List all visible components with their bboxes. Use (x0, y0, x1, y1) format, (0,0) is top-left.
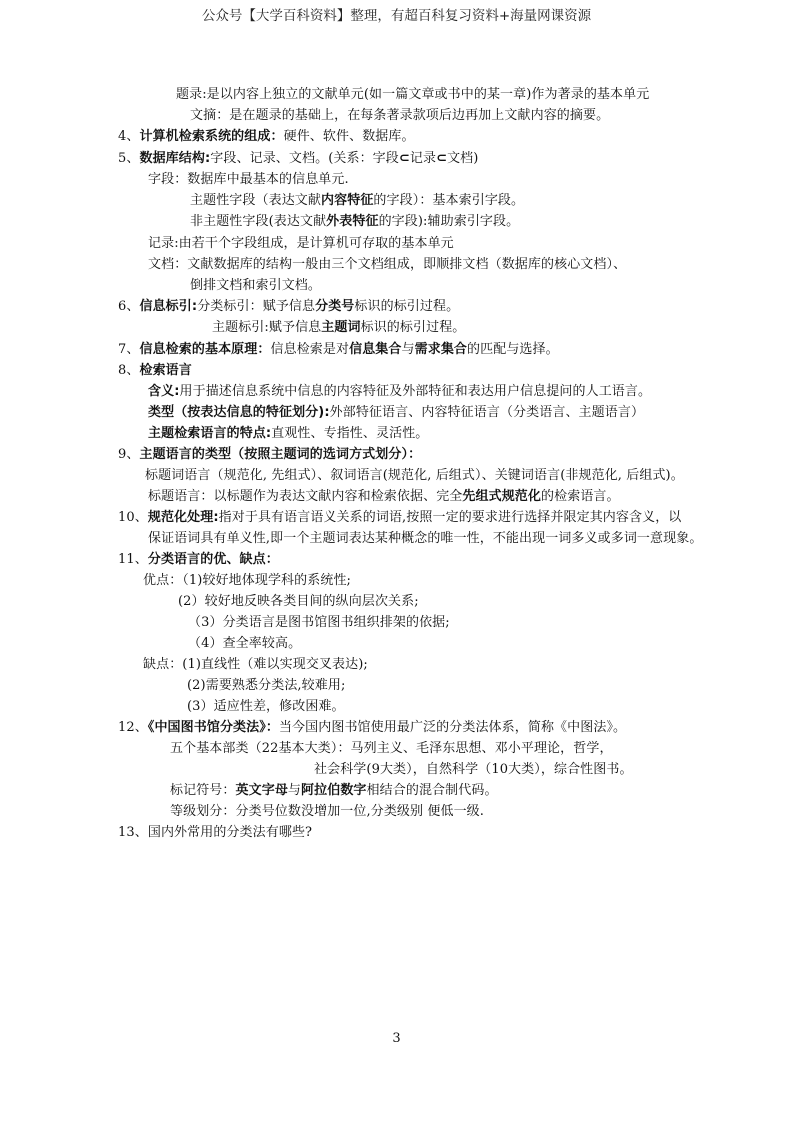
bold-text: 主题语言的类型（按照主题词的选词方式划分）： (139, 447, 422, 462)
text-span: 倒排文档和索引文档。 (190, 278, 322, 293)
bold-text: 主题检索语言的特点: (148, 426, 272, 441)
bold-text: ⊂ (436, 151, 448, 166)
text-line (118, 552, 279, 568)
text-line (118, 129, 415, 145)
text-span: 信息检索是对 (270, 342, 350, 357)
text-line (148, 426, 428, 442)
bold-text: 规范化处理: (147, 510, 219, 525)
bold-text: 数据库结构: (139, 151, 211, 166)
text-span: 标识的标引过程。 (360, 320, 466, 335)
text-span: 标题词语言（规范化, 先组式）、叙词语言(规范化, 后组式）、关键词语言(非规范化, 后组式)。 (145, 468, 684, 483)
text-line (190, 214, 519, 230)
text-span: 等级划分：分类号位数没增加一位,分类级别 便低一级. (170, 804, 484, 819)
text-span: 当今国内图书馆使用最广泛的分类法体系，简称《中图法》。 (278, 720, 627, 735)
text-span: （4）查全率较高。 (188, 636, 302, 651)
text-line (188, 615, 450, 631)
text-span: 10、 (118, 510, 148, 525)
text-span: 文摘：是在题录的基础上，在每条著录款项后边再加上文献内容的摘要。 (190, 108, 610, 123)
bold-text: 英文字母 (235, 783, 288, 798)
text-line (118, 151, 478, 167)
text-span: 的检索语言。 (541, 489, 620, 504)
text-span: 记录:由若干个字段组成，是计算机可存取的基本单元 (148, 236, 454, 251)
text-line (176, 87, 649, 103)
text-span: 标识的标引过程。 (354, 299, 460, 314)
text-span: 字段、记录、文档。(关系：字段 (210, 151, 399, 166)
bold-text: 信息集合 (349, 342, 402, 357)
text-span: 文档：文献数据库的结构一般由三个文档组成，即顺排文档（数据库的核心文档）、 (148, 257, 627, 272)
text-line (190, 108, 609, 124)
text-span: 9、 (118, 447, 140, 462)
text-span: 5、 (118, 151, 140, 166)
bold-text: 主题词 (321, 320, 361, 335)
text-span: 分类标引：赋予信息 (197, 299, 316, 314)
text-span: 7、 (118, 342, 140, 357)
text-span: (3）适应性差，修改困难。 (187, 699, 345, 714)
bold-text: 阿拉伯数字 (301, 783, 367, 798)
text-line (118, 510, 681, 526)
text-line (170, 804, 484, 820)
text-span: 主题性字段（表达文献 (190, 193, 322, 208)
text-span: 标记符号： (170, 783, 236, 798)
bold-text: 分类语言的优、缺点： (147, 552, 279, 567)
page-number: 3 (392, 1031, 401, 1046)
text-span: 13、国内外常用的分类法有哪些? (118, 825, 313, 840)
text-span: 保证语词具有单义性,即一个主题词表达某种概念的唯一性，不能出现一词多义或多词一意现象。 (148, 531, 703, 546)
bold-text: 信息检索的基本原理： (139, 342, 271, 357)
text-span: 用于描述信息系统中信息的内容特征及外部特征和表达用户信息提问的人工语言。 (179, 384, 652, 399)
text-span: 记录 (409, 151, 437, 166)
text-line (148, 384, 651, 400)
bold-text: 《中国图书馆分类法》： (147, 720, 279, 735)
text-span: 的字段):辅助索引字段。 (378, 214, 520, 229)
text-span: 缺点：(1)直线性（难以实现交叉表达); (143, 657, 368, 672)
text-line (212, 320, 465, 336)
text-line (190, 193, 524, 209)
text-line (145, 468, 684, 484)
text-span: 12、 (118, 720, 148, 735)
bold-text: 类型（按表达信息的特征划分): (148, 405, 330, 420)
text-span: 优点：（1)较好地体现学科的系统性; (143, 573, 352, 588)
text-span: 4、 (118, 129, 140, 144)
text-span: (2）较好地反映各类目间的纵向层次关系; (178, 594, 419, 609)
text-span: 指对于具有语言语义关系的词语,按照一定的要求进行选择并限定其内容含义，以 (218, 510, 682, 525)
bold-text: 检索语言 (139, 363, 192, 378)
text-line (314, 762, 633, 778)
bold-text: 先组式规范化 (462, 489, 542, 504)
text-line (143, 657, 368, 673)
bold-text: 计算机检索系统的组成： (139, 129, 284, 144)
text-line (178, 594, 419, 610)
text-line (148, 489, 620, 505)
text-span: 题录:是以内容上独立的文献单元(如一篇文章或书中的某一章)作为著录的基本单元 (176, 87, 650, 102)
text-span: 外部特征语言、内容特征语言（分类语言、主题语言） (329, 405, 645, 420)
text-span: (2)需要熟悉分类法,较难用; (187, 678, 346, 693)
text-line (170, 783, 498, 799)
text-line (148, 531, 702, 547)
text-span: 直观性、专指性、灵活性。 (271, 426, 429, 441)
text-line (118, 342, 559, 358)
text-span: 11、 (118, 552, 148, 567)
text-line (148, 257, 626, 273)
text-line (148, 405, 644, 421)
page-header: 公众号【大学百科资料】整理，有超百科复习资料+海量网课资源 (201, 8, 592, 24)
text-line (118, 299, 459, 315)
text-span: 的字段）：基本索引字段。 (373, 193, 525, 208)
text-span: 字段：数据库中最基本的信息单元. (148, 172, 349, 187)
bold-text: 分类号 (315, 299, 355, 314)
text-line (187, 678, 345, 694)
text-span: 的匹配与选择。 (467, 342, 559, 357)
text-span: 社会科学(9大类），自然科学（10大类），综合性图书。 (314, 762, 633, 777)
bold-text: ⊂ (398, 151, 410, 166)
text-line (190, 278, 321, 294)
text-span: 文档) (447, 151, 479, 166)
bold-text: 含义: (148, 384, 180, 399)
text-line (148, 236, 454, 252)
text-line (118, 825, 312, 841)
text-span: （3）分类语言是图书馆图书组织排架的依据; (188, 615, 450, 630)
bold-text: 外表特征 (326, 214, 379, 229)
text-line (118, 363, 192, 379)
text-line (187, 699, 345, 715)
text-span: 主题标引:赋予信息 (212, 320, 322, 335)
bold-text: 需求集合 (414, 342, 468, 357)
text-line (170, 741, 613, 757)
bold-text: 信息标引: (139, 299, 198, 314)
bold-text: 内容特征 (321, 193, 374, 208)
text-line (148, 172, 349, 188)
text-span: 与 (287, 783, 302, 798)
text-span: 硬件、软件、数据库。 (283, 129, 415, 144)
text-line (118, 447, 421, 463)
text-span: 与 (401, 342, 415, 357)
text-span: 五个基本部类（22基本大类）：马列主义、毛泽东思想、邓小平理论，哲学， (170, 741, 613, 756)
text-span: 非主题性字段(表达文献 (190, 214, 327, 229)
text-span: 8、 (118, 363, 140, 378)
text-span: 6、 (118, 299, 140, 314)
text-line (143, 573, 351, 589)
text-line (188, 636, 301, 652)
text-line (118, 720, 626, 736)
text-span: 标题语言：以标题作为表达文献内容和检索依据、完全 (148, 489, 463, 504)
text-span: 相结合的混合制代码。 (366, 783, 498, 798)
